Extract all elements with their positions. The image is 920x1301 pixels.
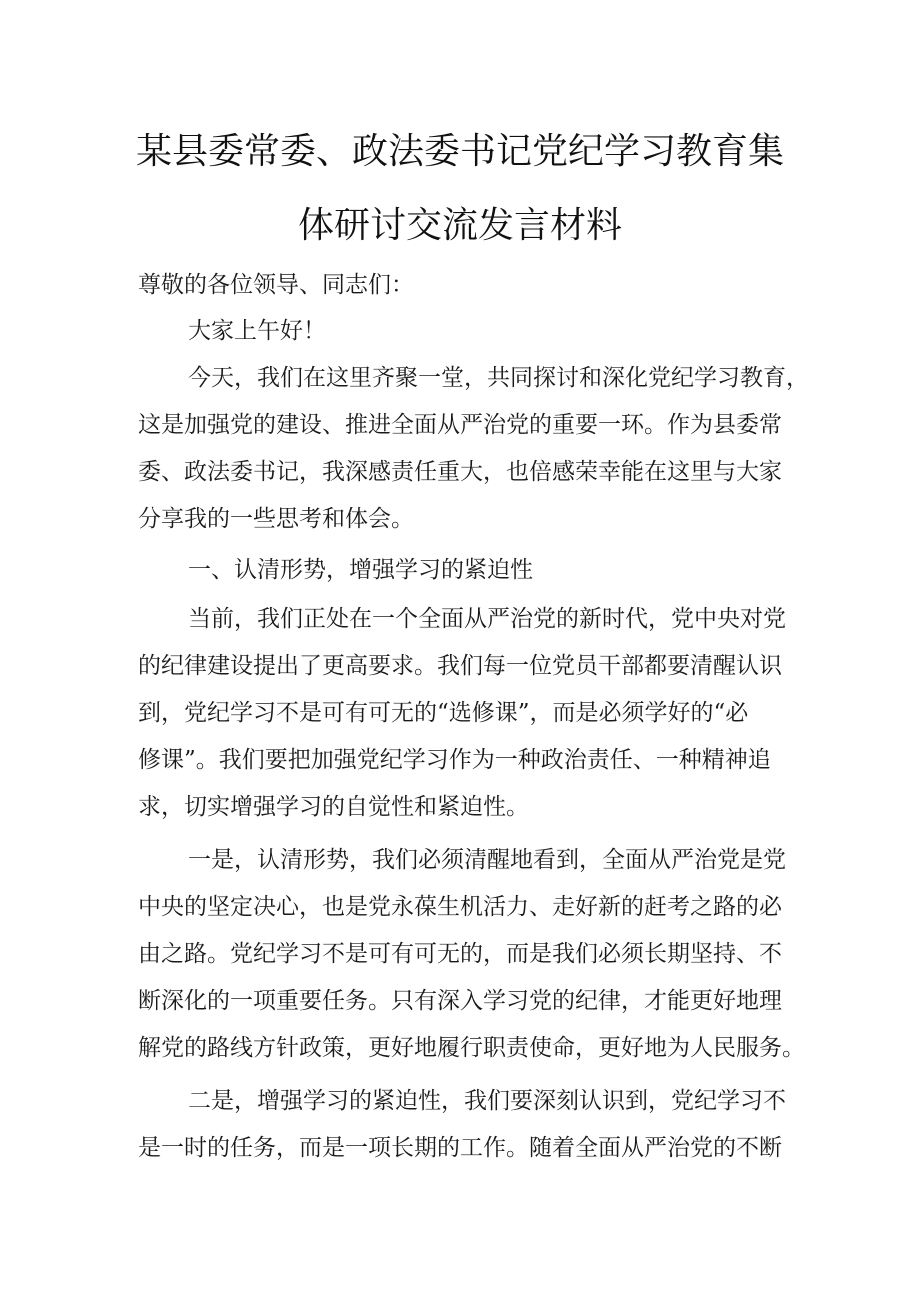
paragraph-line: 是一时的任务，而是一项长期的工作。随着全面从严治党的不断 [138, 1135, 782, 1161]
paragraph-line: 由之路。党纪学习不是可有可无的，而是我们必须长期坚持、不 [138, 941, 782, 967]
paragraph-line: 求，切实增强学习的自觉性和紧迫性。 [138, 794, 529, 820]
paragraph-line: 这是加强党的建设、推进全面从严治党的重要一环。作为县委常 [138, 412, 782, 438]
paragraph-line: 当前，我们正处在一个全面从严治党的新时代，党中央对党 [188, 606, 786, 632]
paragraph-line: 一是，认清形势，我们必须清醒地看到，全面从严治党是党 [188, 847, 786, 873]
paragraph-line: 委、政法委书记，我深感责任重大，也倍感荣幸能在这里与大家 [138, 459, 782, 485]
document-title-line-1: 某县委常委、政法委书记党纪学习教育集 [135, 131, 784, 172]
document-title-line-2: 体研讨交流发言材料 [297, 205, 622, 246]
section-heading: 一、认清形势，增强学习的紧迫性 [188, 557, 533, 583]
salutation: 尊敬的各位领导、同志们： [138, 272, 414, 298]
greeting: 大家上午好！ [188, 318, 326, 344]
paragraph-line: 到，党纪学习不是可有可无的“选修课”，而是必须学好的“必 [138, 700, 749, 726]
paragraph-line: 今天，我们在这里齐聚一堂，共同探讨和深化党纪学习教育， [188, 365, 809, 391]
paragraph-line: 分享我的一些思考和体会。 [138, 506, 414, 532]
paragraph-line: 的纪律建设提出了更高要求。我们每一位党员干部都要清醒认识 [138, 653, 782, 679]
paragraph-line: 修课”。我们要把加强党纪学习作为一种政治责任、一种精神追 [138, 747, 771, 773]
paragraph-line: 解党的路线方针政策，更好地履行职责使命，更好地为人民服务。 [138, 1035, 805, 1061]
paragraph-line: 中央的坚定决心，也是党永葆生机活力、走好新的赶考之路的必 [138, 894, 782, 920]
paragraph-line: 断深化的一项重要任务。只有深入学习党的纪律，才能更好地理 [138, 988, 782, 1014]
paragraph-line: 二是，增强学习的紧迫性，我们要深刻认识到，党纪学习不 [188, 1088, 786, 1114]
